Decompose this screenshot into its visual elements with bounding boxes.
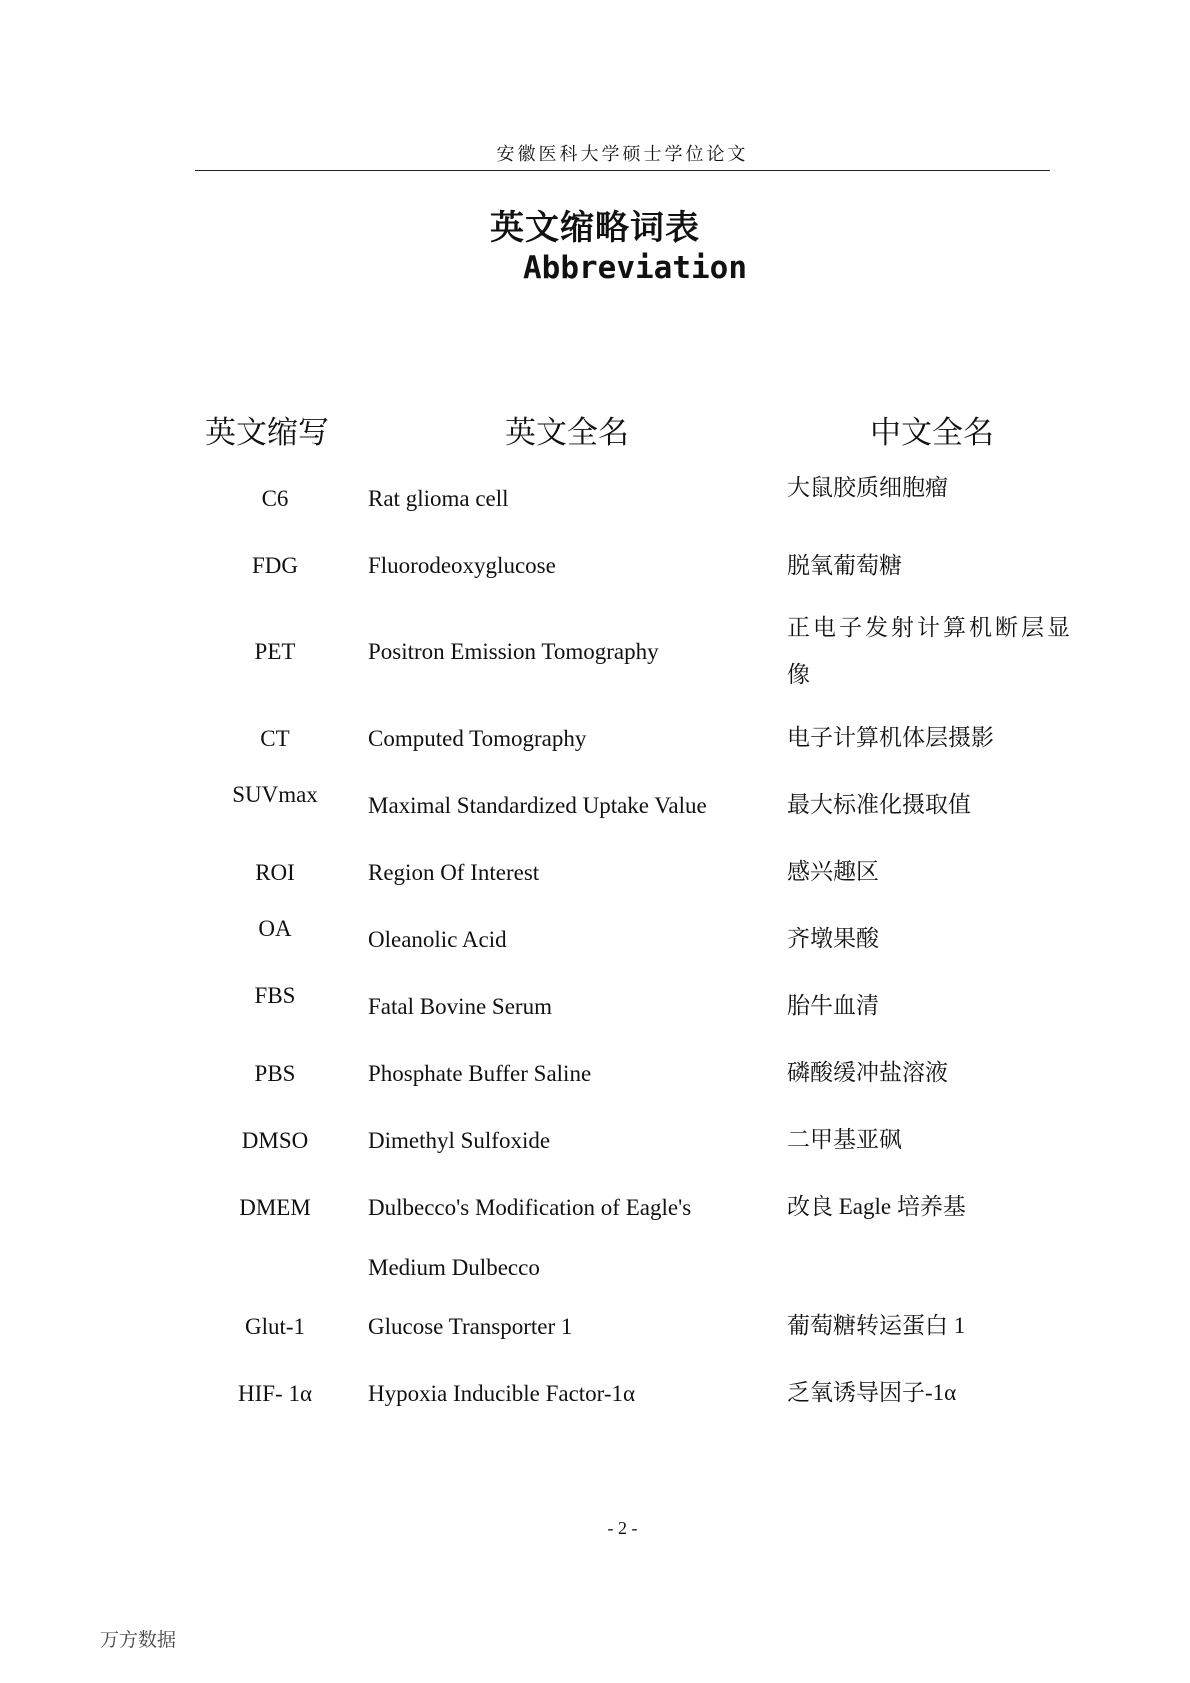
en-full-cell: Phosphate Buffer Saline: [368, 1061, 592, 1086]
en-full-cell: Maximal Standardized Uptake Value: [368, 793, 707, 818]
en-full-cell: Oleanolic Acid: [368, 927, 507, 952]
cn-full-cell: 感兴趣区: [787, 859, 879, 884]
en-full-cell: Hypoxia Inducible Factor-1α: [368, 1381, 636, 1406]
abbr-cell: HIF- 1α: [237, 1381, 313, 1406]
abbr-cell: PET: [254, 639, 296, 664]
cn-full-cell: 电子计算机体层摄影: [787, 725, 994, 750]
cn-full-cell: 最大标准化摄取值: [787, 792, 971, 817]
cn-full-cell: 齐墩果酸: [787, 926, 879, 951]
cn-full-cell: 正电子发射计算机断层显: [787, 615, 1073, 640]
en-full-cell: Fatal Bovine Serum: [368, 994, 552, 1019]
cn-full-cell: 乏氧诱导因子-1α: [787, 1380, 957, 1405]
abbr-cell: C6: [261, 486, 289, 511]
cn-full-cell-continued: 像: [787, 662, 810, 687]
cn-full-cell: 大鼠胶质细胞瘤: [787, 475, 948, 500]
en-full-cell: Glucose Transporter 1: [368, 1314, 573, 1339]
en-full-cell: Computed Tomography: [368, 726, 587, 751]
abbr-cell: CT: [260, 726, 290, 751]
abbr-cell: PBS: [254, 1061, 296, 1086]
abbr-cell: Glut-1: [244, 1314, 306, 1339]
abbr-cell: FBS: [254, 983, 296, 1008]
en-full-cell: Rat glioma cell: [368, 486, 509, 511]
en-full-cell: Dulbecco's Modification of Eagle's: [368, 1195, 692, 1220]
en-full-cell: Positron Emission Tomography: [368, 639, 659, 664]
abbr-cell: ROI: [255, 860, 295, 885]
cn-full-cell: 磷酸缓冲盐溶液: [787, 1060, 948, 1085]
en-full-cell-continued: Medium Dulbecco: [368, 1255, 540, 1280]
running-header: 安徽医科大学硕士学位论文: [496, 144, 749, 165]
abbr-cell: FDG: [251, 553, 298, 578]
abbr-cell: OA: [258, 916, 292, 941]
en-full-cell: Region Of Interest: [368, 860, 540, 885]
en-full-cell: Dimethyl Sulfoxide: [368, 1128, 551, 1153]
cn-full-cell: 改良 Eagle 培养基: [787, 1194, 966, 1219]
cn-full-cell: 脱氧葡萄糖: [787, 553, 902, 578]
page-title-en: Abbreviation: [523, 250, 747, 286]
abbr-cell: DMSO: [241, 1128, 309, 1153]
en-full-cell: Fluorodeoxyglucose: [368, 553, 556, 578]
column-header-abbr: 英文缩写: [205, 415, 329, 451]
column-header-en-full: 英文全名: [505, 415, 629, 451]
header-rule: [195, 170, 1050, 171]
abbr-cell: DMEM: [239, 1195, 311, 1220]
cn-full-cell: 胎牛血清: [787, 993, 879, 1018]
column-header-cn-full: 中文全名: [870, 415, 994, 451]
page-title-cn: 英文缩略词表: [490, 208, 700, 248]
cn-full-cell: 葡萄糖转运蛋白 1: [787, 1313, 966, 1338]
abbr-cell: SUVmax: [232, 782, 318, 807]
watermark-text: 万方数据: [100, 1629, 177, 1651]
page-number: - 2 -: [607, 1518, 638, 1538]
cn-full-cell: 二甲基亚砜: [787, 1127, 902, 1152]
